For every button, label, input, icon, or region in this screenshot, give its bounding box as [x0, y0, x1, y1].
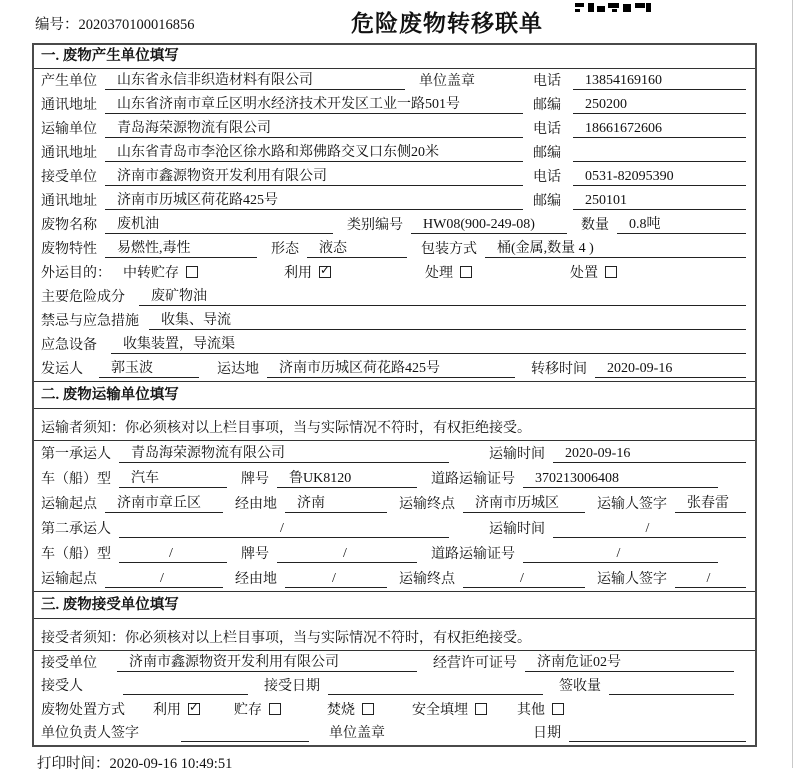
row-transfer-purpose	[34, 261, 755, 285]
producer-zip-group	[533, 94, 746, 114]
document-number	[35, 13, 195, 34]
page-right-edge	[792, 0, 793, 768]
business-license-label: 经营许可证号	[433, 655, 517, 671]
origin-label: 运输起点	[41, 497, 97, 512]
via-value: 济南	[285, 492, 387, 513]
checkbox-unchecked-icon	[269, 703, 281, 715]
checkbox-unchecked-icon	[362, 703, 374, 715]
carrier-signature-label: 运输人签字	[597, 572, 667, 587]
print-time-value: 2020-09-16 10:49:51	[109, 756, 233, 772]
disposal-option-incineration	[327, 699, 374, 719]
accepting-unit-value: 济南市鑫源物资开发利用有限公司	[117, 651, 417, 672]
receiver-notice: 接受者须知：你必须核对以上栏目事项，当与实际情况不符时，有权拒绝接受。	[34, 619, 755, 651]
disposal-method-label: 废物处置方式	[41, 702, 125, 718]
row-first-carrier	[34, 441, 755, 466]
first-carrier-label: 第一承运人	[41, 447, 111, 462]
row-disposal-method	[34, 698, 755, 722]
row-second-route	[34, 566, 755, 591]
receiver-zip-value: 250101	[573, 193, 746, 210]
signed-quantity-label: 签收量	[559, 679, 601, 694]
plate-number-label: 牌号	[241, 472, 269, 487]
transport-unit-label: 运输单位	[41, 122, 97, 137]
producer-phone-group	[533, 70, 746, 90]
section-receiver	[34, 591, 755, 745]
row-second-carrier	[34, 516, 755, 541]
transport-phone-group	[533, 118, 746, 138]
transport-address-label: 通讯地址	[41, 146, 97, 161]
purpose-option-label: 处置	[570, 266, 598, 281]
endpoint-value: /	[463, 571, 585, 588]
destination-label: 运达地	[217, 362, 259, 377]
road-permit-value: 370213006408	[523, 471, 718, 488]
plate-number-value: 鲁UK8120	[277, 467, 417, 488]
plate-number-label: 牌号	[241, 547, 269, 562]
transport-unit-value: 青岛海荣源物流有限公司	[105, 117, 523, 138]
purpose-option-transfer-storage	[123, 262, 198, 282]
phone-label: 电话	[533, 170, 561, 185]
responsible-signature-label: 单位负责人签字	[41, 726, 139, 741]
recipient-value	[123, 694, 248, 695]
first-transport-time-value: 2020-09-16	[553, 446, 746, 463]
date-label: 日期	[533, 726, 561, 741]
carrier-signature-value: 张春雷	[675, 492, 746, 513]
row-receiver-unit	[34, 165, 755, 189]
disposal-option-other	[517, 699, 564, 719]
waste-characteristics-value: 易燃性,毒性	[105, 237, 257, 258]
category-code-label: 类别编号	[347, 218, 403, 233]
business-license-value: 济南危证02号	[525, 651, 734, 672]
receiver-address-label: 通讯地址	[41, 194, 97, 209]
accepting-unit-label: 接受单位	[41, 655, 97, 671]
purpose-option-label: 利用	[284, 266, 312, 281]
purpose-option-label: 处理	[425, 266, 453, 281]
vehicle-type-label: 车（船）型	[41, 547, 111, 562]
receiver-phone-value: 0531-82095390	[573, 169, 746, 186]
page-title: 危险废物转移联单	[351, 11, 543, 36]
quantity-value: 0.8吨	[617, 213, 746, 234]
transport-zip-value	[573, 161, 746, 162]
receiver-unit-value: 济南市鑫源物资开发利用有限公司	[105, 165, 523, 186]
checkbox-checked-icon	[319, 266, 331, 278]
row-transport-unit	[34, 117, 755, 141]
waste-characteristics-label: 废物特性	[41, 242, 97, 257]
road-permit-value: /	[523, 546, 718, 563]
disposal-option-storage	[234, 699, 281, 719]
row-waste-characteristics	[34, 237, 755, 261]
precautions-value: 收集、导流	[149, 309, 746, 330]
document-number-label: 编号：	[35, 17, 79, 33]
via-label: 经由地	[235, 497, 277, 512]
checkbox-unchecked-icon	[460, 266, 472, 278]
checkbox-unchecked-icon	[186, 266, 198, 278]
quantity-label: 数量	[581, 218, 609, 233]
main-hazard-label: 主要危险成分	[41, 290, 125, 305]
phone-label: 电话	[533, 122, 561, 137]
producer-unit-label: 产生单位	[41, 74, 97, 89]
receiver-zip-group	[533, 190, 746, 210]
section-producer-title: 一. 废物产生单位填写	[34, 45, 755, 69]
transport-phone-value: 18661672606	[573, 121, 746, 138]
endpoint-value: 济南市历城区	[463, 492, 585, 513]
section-receiver-title: 三. 废物接受单位填写	[34, 591, 755, 619]
producer-address-label: 通讯地址	[41, 98, 97, 113]
purpose-option-use	[284, 262, 331, 282]
road-permit-label: 道路运输证号	[431, 472, 515, 487]
producer-unit-value: 山东省永信非织造材料有限公司	[105, 69, 405, 90]
transport-time-label: 运输时间	[489, 522, 545, 537]
row-producer-unit	[34, 69, 755, 93]
waste-form-label: 形态	[271, 242, 299, 257]
row-main-hazard	[34, 285, 755, 309]
transfer-purpose-label: 外运目的：	[41, 266, 111, 281]
zip-label: 邮编	[533, 194, 561, 209]
first-carrier-value: 青岛海荣源物流有限公司	[119, 442, 449, 463]
unit-seal-label: 单位盖章	[329, 726, 385, 741]
row-producer-address	[34, 93, 755, 117]
row-recipient	[34, 675, 755, 699]
row-accepting-unit	[34, 651, 755, 675]
sender-label: 发运人	[41, 362, 83, 377]
road-permit-label: 道路运输证号	[431, 547, 515, 562]
unit-seal-label: 单位盖章	[419, 74, 475, 89]
sender-value: 郭玉波	[99, 357, 199, 378]
transport-address-value: 山东省青岛市李沧区徐水路和郑佛路交叉口东侧20米	[105, 141, 523, 162]
row-second-vehicle	[34, 541, 755, 566]
disposal-option-use	[153, 699, 200, 719]
vehicle-type-value: /	[119, 546, 227, 563]
second-carrier-value: /	[119, 521, 449, 538]
disposal-option-label: 安全填埋	[412, 702, 468, 718]
row-first-route	[34, 491, 755, 516]
receiver-phone-group	[533, 166, 746, 186]
waste-form-value: 液态	[307, 237, 407, 258]
origin-label: 运输起点	[41, 572, 97, 587]
row-responsible-signature	[34, 722, 755, 746]
endpoint-label: 运输终点	[399, 497, 455, 512]
purpose-option-dispose	[570, 262, 617, 282]
section-producer	[34, 45, 755, 381]
receiver-unit-label: 接受单位	[41, 170, 97, 185]
precautions-label: 禁忌与应急措施	[41, 314, 139, 329]
row-transport-address	[34, 141, 755, 165]
producer-zip-value: 250200	[573, 97, 746, 114]
transport-zip-group	[533, 142, 746, 162]
checkbox-unchecked-icon	[475, 703, 487, 715]
row-receiver-address	[34, 189, 755, 213]
destination-value: 济南市历城区荷花路425号	[267, 357, 515, 378]
checkbox-checked-icon	[188, 703, 200, 715]
disposal-option-label: 焚烧	[327, 702, 355, 718]
second-transport-time-value: /	[553, 521, 746, 538]
row-waste-name	[34, 213, 755, 237]
disposal-option-landfill	[412, 699, 487, 719]
row-first-vehicle	[34, 466, 755, 491]
checkbox-unchecked-icon	[552, 703, 564, 715]
main-hazard-value: 废矿物油	[139, 285, 746, 306]
print-time	[37, 752, 232, 773]
emergency-equipment-value: 收集装置，导流渠	[111, 333, 746, 354]
transporter-notice: 运输者须知：你必须核对以上栏目事项，当与实际情况不符时，有权拒绝接受。	[34, 409, 755, 441]
row-emergency-equipment	[34, 333, 755, 357]
endpoint-label: 运输终点	[399, 572, 455, 587]
disposal-option-label: 贮存	[234, 702, 262, 718]
packaging-label: 包装方式	[421, 242, 477, 257]
via-value: /	[285, 571, 387, 588]
zip-label: 邮编	[533, 98, 561, 113]
receiver-address-value: 济南市历城区荷花路425号	[105, 189, 523, 210]
responsible-signature-value	[181, 741, 309, 742]
qr-code-fragment-svg	[575, 3, 651, 13]
purpose-option-label: 中转贮存	[123, 266, 179, 281]
document-number-value: 2020370100016856	[78, 17, 195, 33]
recipient-label: 接受人	[41, 679, 83, 694]
disposal-option-label: 其他	[517, 702, 545, 718]
waste-name-label: 废物名称	[41, 218, 97, 233]
vehicle-type-label: 车（船）型	[41, 472, 111, 487]
plate-number-value: /	[277, 546, 417, 563]
manifest-form	[32, 43, 757, 747]
producer-phone-value: 13854169160	[573, 73, 746, 90]
via-label: 经由地	[235, 572, 277, 587]
producer-address-value: 山东省济南市章丘区明水经济技术开发区工业一路501号	[105, 93, 523, 114]
disposal-option-label: 利用	[153, 702, 181, 718]
signed-quantity-value	[609, 694, 734, 695]
origin-value: 济南市章丘区	[105, 492, 223, 513]
origin-value: /	[105, 571, 223, 588]
transfer-time-value: 2020-09-16	[595, 361, 746, 378]
section-transporter-title: 二. 废物运输单位填写	[34, 381, 755, 409]
purpose-option-treat	[425, 262, 472, 282]
emergency-equipment-label: 应急设备	[41, 338, 97, 353]
row-sender	[34, 357, 755, 381]
second-carrier-label: 第二承运人	[41, 522, 111, 537]
accept-date-value	[328, 694, 543, 695]
section-transporter	[34, 381, 755, 591]
category-code-value: HW08(900-249-08)	[411, 217, 567, 234]
print-time-label: 打印时间：	[37, 756, 110, 772]
checkbox-unchecked-icon	[605, 266, 617, 278]
accept-date-label: 接受日期	[264, 679, 320, 694]
date-value	[569, 741, 746, 742]
transfer-time-label: 转移时间	[531, 362, 587, 377]
packaging-value: 桶(金属,数量 4 )	[485, 237, 746, 258]
zip-label: 邮编	[533, 146, 561, 161]
phone-label: 电话	[533, 74, 561, 89]
transport-time-label: 运输时间	[489, 447, 545, 462]
vehicle-type-value: 汽车	[119, 467, 227, 488]
qr-code-fragment	[575, 0, 651, 18]
waste-name-value: 废机油	[105, 213, 333, 234]
carrier-signature-label: 运输人签字	[597, 497, 667, 512]
carrier-signature-value: /	[675, 571, 746, 588]
row-precautions	[34, 309, 755, 333]
